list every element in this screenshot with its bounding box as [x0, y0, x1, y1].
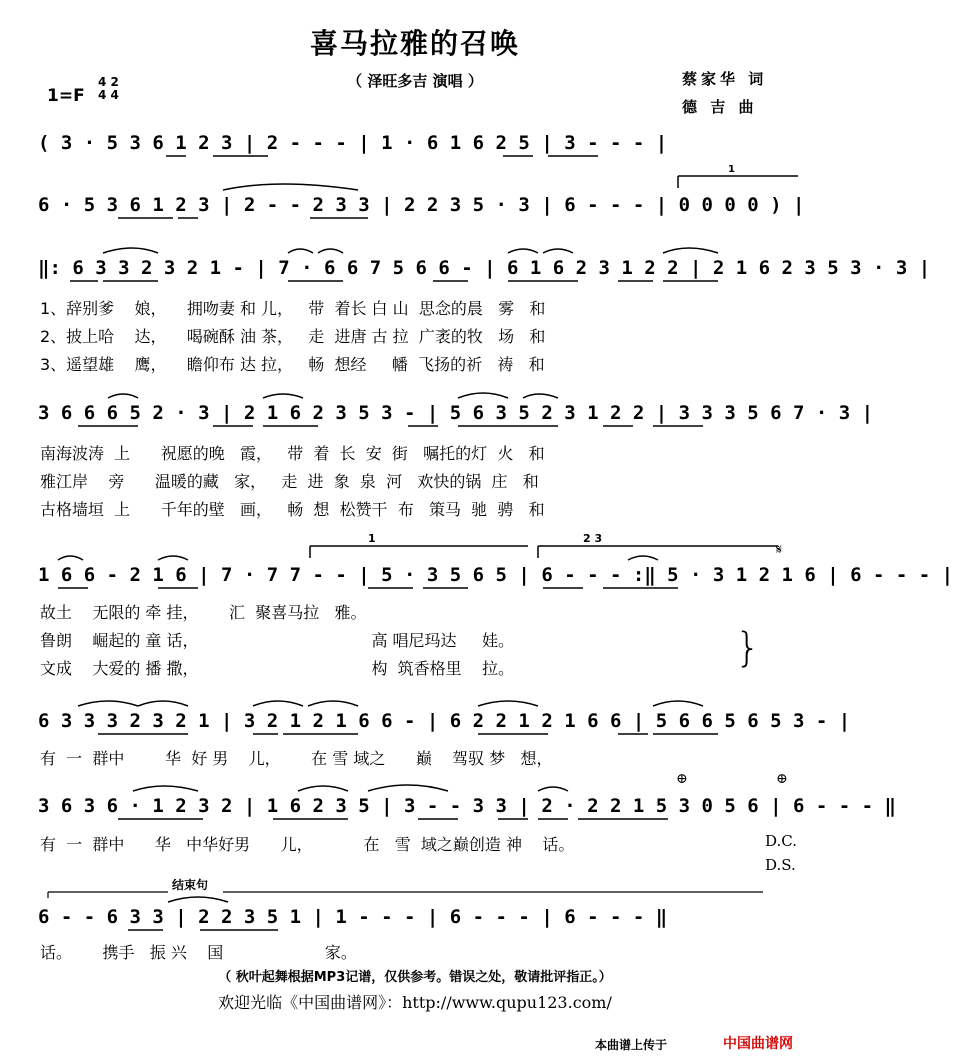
underline-beams-8 [38, 904, 800, 936]
notation-line-2 [38, 164, 805, 222]
volta-1: 1 [368, 532, 376, 545]
verse-3-lyric-line-1: 故土 无限的 牵 挂， 汇 聚喜马拉 雅。 [40, 603, 367, 622]
underline-beams-6 [38, 708, 851, 740]
notes-line-5: 1 6 6 - 2 1 6 | 7 · 7 7 - - | 5 · 3 5 6 5 | 6 - - - :‖ 5 · 3 1 2 1 6 | 6 - - - | [38, 564, 953, 586]
upload-note: 本曲谱上传于 [595, 1038, 668, 1052]
time-sig-top-1: 4 [98, 75, 107, 89]
ending-bracket [48, 884, 768, 898]
notation-line-3 [38, 255, 931, 285]
notes-line-6: 6 3 3 3 2 3 2 1 | 3 2 1 2 1 6 6 - | 6 2 2 1 2 1 6 6 | 5 6 6 5 6 5 3 - | [38, 710, 851, 732]
time-sig-bottom-2: 4 [110, 88, 119, 102]
chorus-lyric-line-2: 有 一 群中 华 中华好男 儿， 在 雪 域之巅创造 神 话。 [40, 835, 575, 854]
notes-line-7: 3 6 3 6 · 1 2 3 2 | 1 6 2 3 5 | 3 - - 3 3 | 2 · 2 2 1 5 3 0 5 6 | 6 - - - ‖ [38, 795, 896, 817]
time-sig-top-2: 2 [110, 75, 119, 89]
notes-line-3: ‖: 6 3 3 2 3 2 1 - | 7 · 6 6 7 5 6 6 - | 6 1 6 2 3 1 2 2 | 2 1 6 2 3 5 3 · 3 | [38, 257, 931, 279]
ending-lyric: 话。 携手 振 兴 国 家。 [40, 943, 357, 962]
notation-line-7 [38, 771, 896, 823]
underline-beams-3 [38, 255, 931, 287]
coda-icon-1: ⊕ [676, 771, 688, 787]
transcription-footnote: （ 秋叶起舞根据MP3记谱，仅供参考。错误之处，敬请批评指正。） [218, 970, 612, 985]
underline-beams-5 [38, 532, 953, 594]
verse-1-lyric-line-2: 2、披上哈 达， 喝碗酥 油 茶， 走 进唐 古 拉 广袤的牧 场 和 [40, 327, 546, 346]
website-welcome[interactable]: 欢迎光临《中国曲谱网》：http://www.qupu123.com/ [218, 993, 612, 1012]
time-sig-bottom-1: 4 [98, 88, 107, 102]
underline-beams-7 [38, 793, 896, 825]
site-logo: 中国曲谱网 [723, 1036, 793, 1052]
composer-credit: 德 吉 曲 [682, 98, 758, 116]
volta-mark-line2: 1 [728, 164, 735, 175]
ds-mark: D.S. [765, 856, 796, 874]
notes-line-1: ( 3 · 5 3 6 1 2 3 | 2 - - - | 1 · 6 1 6 2 5 | 3 - - - | [38, 132, 668, 154]
underline-beams-1 [38, 130, 800, 162]
notes-line-2: 6 · 5 3 6 1 2 3 | 2 - - 2 3 3 | 2 2 3 5 · 3 | 6 - - - | 0 0 0 0 ) | [38, 194, 805, 216]
score-title: 喜马拉雅的召唤 [309, 27, 520, 60]
notation-line-8 [38, 904, 800, 934]
notation-line-4 [38, 400, 874, 430]
verse-3-lyric-line-3: 文成 大爱的 播 撒， 构 筑香格里 拉。 [40, 659, 514, 678]
time-signature [98, 76, 119, 102]
brace-icon: } [735, 625, 761, 671]
ending-label: 结束句 [172, 878, 209, 892]
volta-2-3: 2 3 [583, 532, 603, 545]
underline-beams-2 [38, 164, 805, 224]
verse-1-lyric-line-3: 3、遥望雄 鹰， 瞻仰布 达 拉， 畅 想经 幡 飞扬的祈 祷 和 [40, 355, 545, 374]
notes-line-4: 3 6 6 6 5 2 · 3 | 2 1 6 2 3 5 3 - | 5 6 3 5 2 3 1 2 2 | 3 3 3 5 6 7 · 3 | [38, 402, 874, 424]
verse-2-lyric-line-3: 古格墙垣 上 千年的壁 画， 畅 想 松赞干 布 策马 驰 骋 和 [40, 500, 545, 519]
verse-2-lyric-line-2: 雅江岸 旁 温暖的藏 家， 走 进 象 泉 河 欢快的锅 庄 和 [40, 472, 539, 491]
notation-line-1 [38, 130, 800, 160]
underline-beams-4 [38, 400, 874, 432]
verse-1-lyric-line-1: 1、辞别爹 娘， 拥吻妻 和 儿， 带 着长 白 山 思念的晨 雾 和 [40, 299, 546, 318]
dc-mark: D.C. [765, 832, 797, 850]
segno-icon: 𝄋 [776, 542, 783, 558]
performer-subtitle: （ 泽旺多吉 演唱 ） [347, 72, 483, 90]
notation-line-5 [38, 532, 953, 592]
notation-line-6 [38, 708, 851, 738]
notes-line-8: 6 - - 6 3 3 | 2 2 3 5 1 | 1 - - - | 6 - - - | 6 - - - ‖ [38, 906, 668, 928]
verse-3-lyric-line-2: 鲁朗 崛起的 童 话， 高 唱尼玛达 娃。 [40, 631, 514, 650]
coda-icon-2: ⊕ [776, 771, 788, 787]
key-signature: 1=F [47, 86, 85, 106]
lyricist-credit: 蔡家华 词 [682, 70, 768, 88]
chorus-lyric-line-1: 有 一 群中 华 好 男 儿， 在 雪 域之 巅 驾驭 梦 想， [40, 749, 553, 768]
verse-2-lyric-line-1: 南海波涛 上 祝愿的晚 霞， 带 着 长 安 街 嘱托的灯 火 和 [40, 444, 545, 463]
